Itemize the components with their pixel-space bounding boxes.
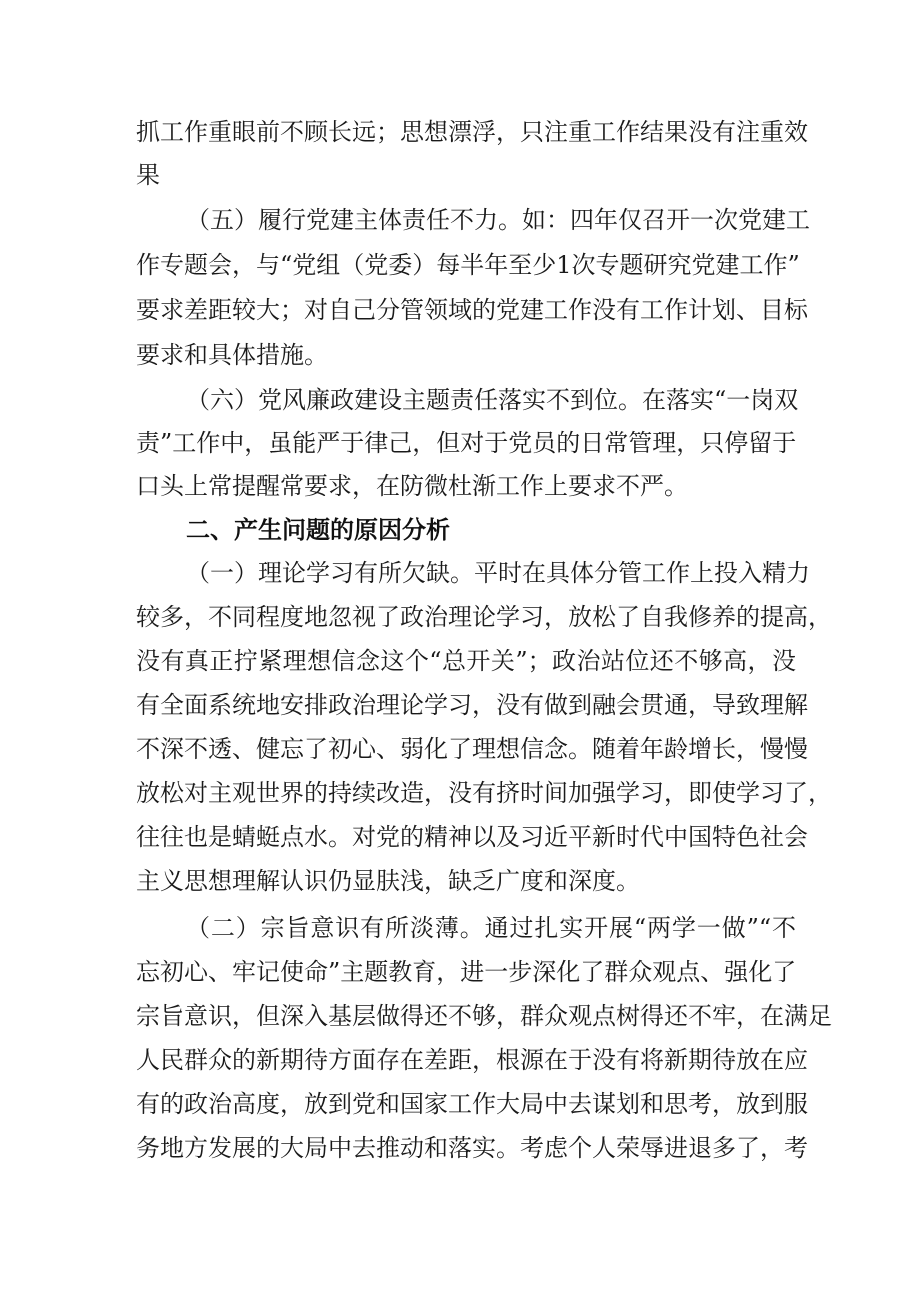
paragraph-line: 抓工作重眼前不顾长远；思想漂浮，只注重工作结果没有注重效: [136, 118, 808, 146]
paragraph-line: （二）宗旨意识有所淡薄。通过扎实开展“两学一做”“不: [186, 914, 796, 942]
paragraph-line: 往往也是蜻蜓点水。对党的精神以及习近平新时代中国特色社会: [136, 823, 808, 851]
section-heading: 二、产生问题的原因分析: [186, 516, 450, 544]
paragraph-line: 责”工作中，虽能严于律己，但对于党员的日常管理，只停留于: [136, 429, 797, 457]
paragraph-line: 果: [136, 161, 160, 189]
paragraph-line: （五）履行党建主体责任不力。如：四年仅召开一次党建工: [186, 206, 810, 234]
paragraph-line: 有的政治高度，放到党和国家工作大局中去谋划和思考，放到服: [136, 1090, 808, 1118]
paragraph-line: 宗旨意识，但深入基层做得还不够，群众观点树得还不牢，在满足: [136, 1002, 832, 1030]
paragraph-line: 忘初心、牢记使命”主题教育，进一步深化了群众观点、强化了: [136, 958, 797, 986]
paragraph-line: 务地方发展的大局中去推动和落实。考虑个人荣辱进退多了，考: [136, 1134, 808, 1162]
paragraph-line: 主义思想理解认识仍显肤浅，缺乏广度和深度。: [136, 867, 640, 895]
paragraph-line: 放松对主观世界的持续改造，没有挤时间加强学习，即使学习了，: [136, 779, 832, 807]
paragraph-line: （一）理论学习有所欠缺。平时在具体分管工作上投入精力: [186, 559, 810, 587]
paragraph-line: 人民群众的新期待方面存在差距，根源在于没有将新期待放在应: [136, 1046, 808, 1074]
paragraph-line: 作专题会，与“党组（党委）每半年至少1次专题研究党建工作”: [136, 251, 800, 279]
paragraph-line: （六）党风廉政建设主题责任落实不到位。在落实“一岗双: [186, 386, 799, 414]
paragraph-line: 有全面系统地安排政治理论学习，没有做到融会贯通，导致理解: [136, 691, 808, 719]
paragraph-line: 要求差距较大；对自己分管领域的党建工作没有工作计划、目标: [136, 296, 808, 324]
paragraph-line: 没有真正拧紧理想信念这个“总开关”；政治站位还不够高，没: [136, 647, 796, 675]
paragraph-line: 口头上常提醒常要求，在防微杜渐工作上要求不严。: [136, 472, 688, 500]
paragraph-line: 不深不透、健忘了初心、弱化了理想信念。随着年龄增长，慢慢: [136, 735, 808, 763]
paragraph-line: 较多，不同程度地忽视了政治理论学习，放松了自我修养的提高，: [136, 603, 832, 631]
paragraph-line: 要求和具体措施。: [136, 341, 328, 369]
